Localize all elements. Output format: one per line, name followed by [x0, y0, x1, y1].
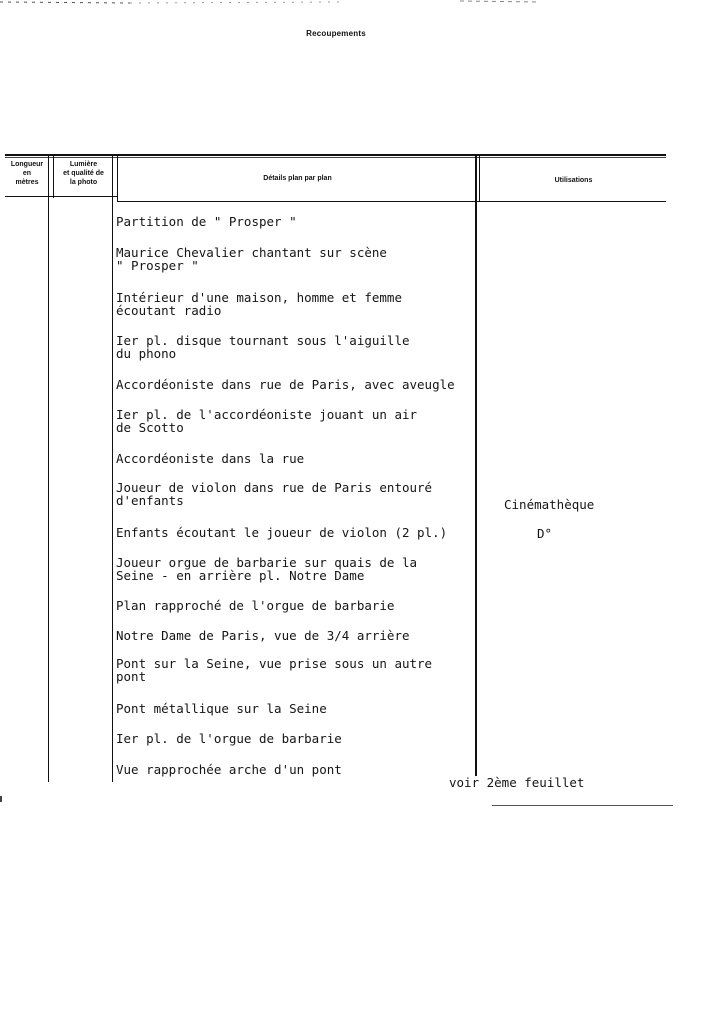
entry-15: Ier pl. de l'orgue de barbarie [116, 731, 342, 746]
header-lumiere: Lumière et qualité de la photo [63, 161, 104, 186]
entry-8: Joueur de violon dans rue de Paris entouré d'enfants [116, 480, 433, 508]
entry-3: Intérieur d'une maison, homme et femme écoutant radio [116, 290, 402, 318]
column-divider-4 [117, 154, 118, 202]
left-edge-mark [0, 796, 2, 802]
header-bottom-rule-left [5, 196, 118, 197]
column-divider-6 [479, 156, 480, 202]
header-details: Détails plan par plan [263, 175, 332, 182]
entry-6: Ier pl. de l'accordéoniste jouant un air de Scotto [116, 407, 418, 435]
page-title: Recoupements [306, 29, 366, 38]
column-divider-1 [48, 154, 49, 782]
entry-14: Pont métallique sur la Seine [116, 701, 327, 716]
column-divider-3 [112, 154, 113, 782]
entry-1: Partition de " Prosper " [116, 214, 297, 229]
entry-9: Enfants écoutant le joueur de violon (2 pl.) [116, 525, 448, 540]
entry-13: Pont sur la Seine, vue prise sous un autre pont [116, 656, 433, 684]
table-top-rule-thin [5, 157, 666, 158]
header-bottom-rule-main [118, 201, 666, 202]
utilisation-cinematheque: Cinémathèque [504, 497, 595, 512]
scan-edge-artifact [0, 0, 711, 6]
entry-16: Vue rapprochée arche d'un pont [116, 762, 342, 777]
header-utilisations: Utilisations [554, 177, 593, 184]
table-top-rule [5, 154, 666, 156]
entry-2: Maurice Chevalier chantant sur scène " Prosper " [116, 245, 387, 273]
column-divider-5 [475, 156, 477, 776]
entry-10: Joueur orgue de barbarie sur quais de la Seine - en arrière pl. Notre Dame [116, 555, 418, 583]
header-longueur: Longueur en mètres [10, 161, 44, 186]
column-divider-2 [53, 154, 54, 198]
entry-11: Plan rapproché de l'orgue de barbarie [116, 598, 395, 613]
entry-5: Accordéoniste dans rue de Paris, avec aveugle [116, 377, 455, 392]
utilisation-ditto: D° [537, 526, 553, 541]
entry-7: Accordéoniste dans la rue [116, 451, 305, 466]
entry-4: Ier pl. disque tournant sous l'aiguille du phono [116, 333, 410, 361]
bottom-rule-fragment [492, 805, 673, 806]
continuation-note: voir 2ème feuillet [449, 775, 585, 790]
entry-12: Notre Dame de Paris, vue de 3/4 arrière [116, 628, 410, 643]
